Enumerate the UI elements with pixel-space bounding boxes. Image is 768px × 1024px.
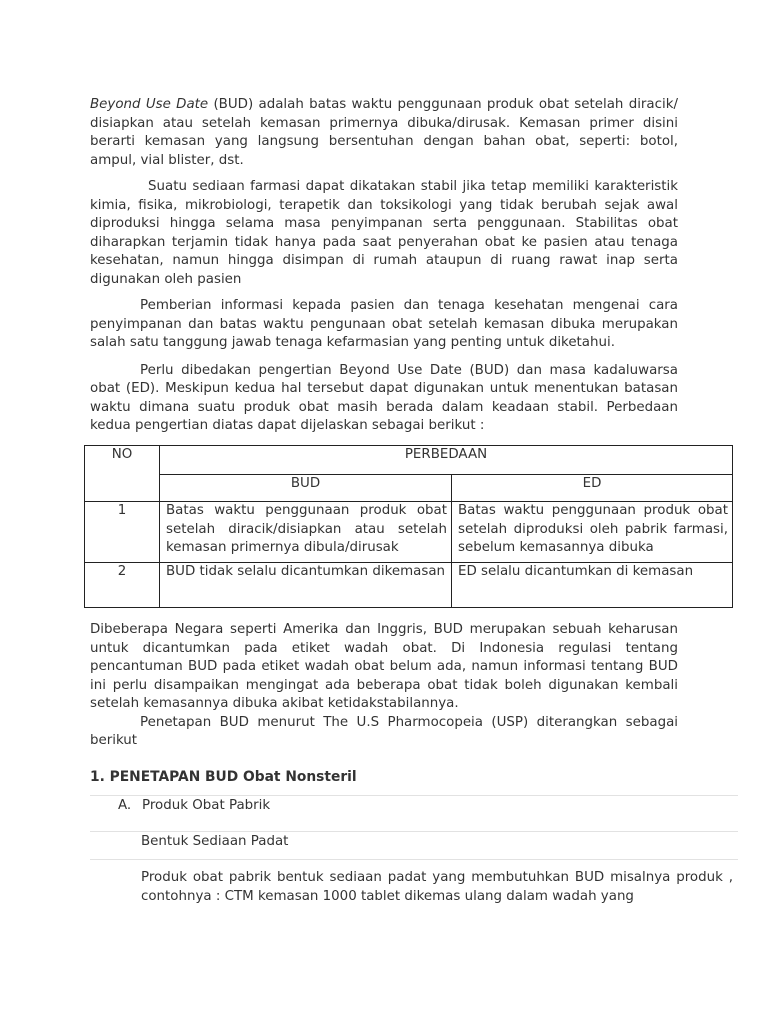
subsection-label: Bentuk Sediaan Padat — [141, 834, 289, 849]
header-bud: BUD — [160, 475, 452, 502]
paragraph-definition — [90, 96, 678, 170]
paragraph-solid-dosage — [141, 869, 733, 906]
row-number: 2 — [85, 563, 160, 608]
row-ed: ED selalu dicantumkan di kemasan — [452, 563, 733, 608]
comparison-table — [84, 445, 733, 608]
header-perbedaan: PERBEDAAN — [160, 446, 733, 475]
paragraph-usp: Penetapan BUD menurut The U.S Pharmocopeia (USP) diterangkan sebagai berikut — [90, 714, 678, 748]
divider — [90, 795, 738, 796]
divider — [90, 831, 738, 832]
paragraph-stability: Suatu sediaan farmasi dapat dikatakan stabil jika tetap memiliki karakteristik kimia, fisika, mikrobiologi, terapetik dan toksikologi yang tidak berubah sejak awal diproduksi hingga selama masa penyimpanan serta penggunaan. Stabilitas obat diharapkan terjamin tidak hanya pada saat penyerahan obat ke pasien atau tenaga kesehatan, namun hingga disimpan di rumah ataupun di ruang rawat inap serta digunakan oleh pasien — [90, 179, 678, 287]
list-item-label: Produk Obat Pabrik — [142, 798, 271, 813]
paragraph-text: Produk obat pabrik bentuk sediaan padat yang membutuhkan BUD misalnya produk , contohnya : CTM kemasan 1000 tablet dikemas ulang dalam wadah yang — [141, 870, 733, 904]
paragraph-difference: Perlu dibedakan pengertian Beyond Use Date (BUD) dan masa kadaluwarsa obat (ED). Meskipun kedua hal tersebut dapat digunakan untuk menentukan batasan waktu dimana suatu produk obat masih berada dalam keadaan stabil. Perbedaan kedua pengertian diatas dapat dijelaskan sebagai berikut : — [90, 362, 678, 433]
row-bud: BUD tidak selalu dicantumkan dikemasan — [160, 563, 452, 608]
header-no: NO — [85, 446, 160, 502]
table-row — [85, 563, 733, 608]
after-table-section — [90, 621, 678, 751]
table-row — [85, 502, 733, 563]
section-heading: 1. PENETAPAN BUD Obat Nonsteril — [90, 769, 357, 785]
row-ed: Batas waktu penggunaan produk obat setelah diproduksi oleh pabrik farmasi, sebelum kemasannya dibuka — [452, 502, 733, 563]
list-marker: A. — [118, 798, 132, 813]
row-bud: Batas waktu penggunaan produk obat setelah diracik/disiapkan atau setelah kemasan primernya dibula/dirusak — [160, 502, 452, 563]
header-ed: ED — [452, 475, 733, 502]
paragraph-information: Pemberian informasi kepada pasien dan tenaga kesehatan mengenai cara penyimpanan dan batas waktu pengunaan obat setelah kemasan dibuka merupakan salah satu tanggung jawab tenaga kefarmasian yang penting untuk diketahui. — [90, 298, 678, 350]
row-number: 1 — [85, 502, 160, 563]
paragraph-regulation: Dibeberapa Negara seperti Amerika dan Inggris, BUD merupakan sebuah keharusan untuk dicantumkan pada etiket wadah obat. Di Indonesia regulasi tentang pencantuman BUD pada etiket wadah obat belum ada, namun informasi tentang BUD ini perlu disampaikan mengingat ada beberapa obat tidak boleh digunakan kembali setelah kemasannya dibuka akibat ketidakstabilannya. — [90, 622, 678, 711]
table-subheader-row — [85, 475, 733, 502]
list-item — [118, 797, 270, 816]
table-header-row — [85, 446, 733, 475]
term-beyond-use-date: Beyond Use Date — [90, 97, 209, 112]
intro-section — [90, 96, 678, 436]
definition-text: (BUD) adalah batas waktu penggunaan produk obat setelah diracik/ disiapkan atau setelah kemasan primernya dibuka/dirusak. Kemasan primer disini berarti kemasan yang langsung bersentuhan dengan bahan obat, seperti: botol, ampul, vial blister, dst. — [90, 97, 678, 168]
divider — [90, 859, 738, 860]
